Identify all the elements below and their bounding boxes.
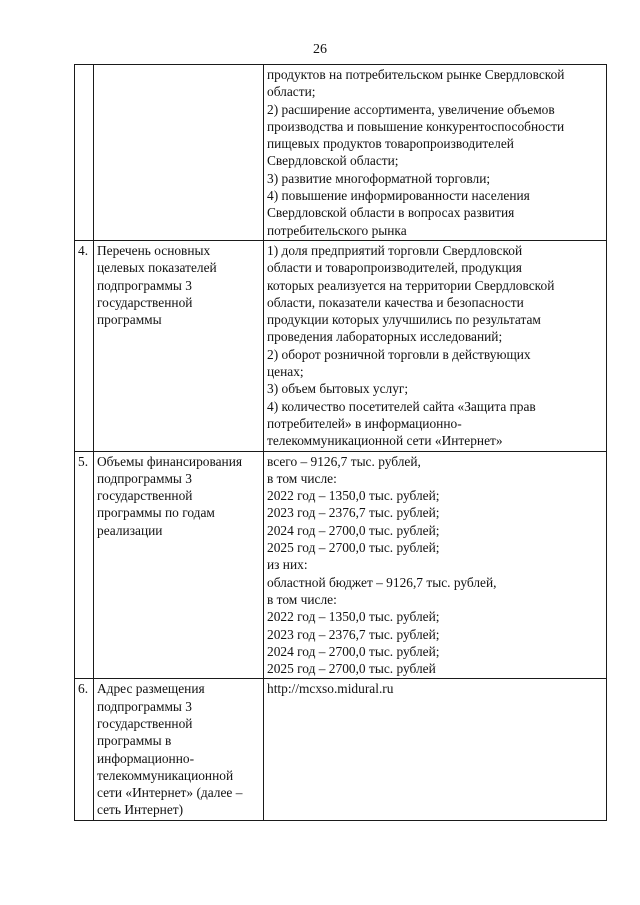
parameter-value-line: Свердловской области в вопросах развития: [267, 205, 515, 221]
parameter-value-line: 2024 год – 2700,0 тыс. рублей;: [267, 643, 440, 659]
page-number: 26: [313, 42, 327, 57]
parameter-value-cell: [264, 679, 607, 820]
parameter-name-line: государственной: [97, 488, 193, 504]
row-number-cell: [75, 451, 94, 679]
table-row: [75, 240, 607, 451]
subprogram-passport-table: [74, 64, 607, 821]
parameter-name-line: телекоммуникационной: [97, 767, 234, 783]
parameter-value-line: областной бюджет – 9126,7 тыс. рублей,: [267, 574, 497, 590]
parameter-value-line: телекоммуникационной сети «Интернет»: [267, 433, 503, 449]
parameter-value-line: в том числе:: [267, 470, 337, 486]
parameter-name-line: программы по годам: [97, 505, 215, 521]
parameter-value-line: области и товаропроизводителей, продукция: [267, 260, 522, 276]
parameter-value-line: 3) объем бытовых услуг;: [267, 381, 409, 397]
parameter-name-line: программы в: [97, 733, 172, 749]
parameter-value-line: 2023 год – 2376,7 тыс. рублей;: [267, 626, 440, 642]
parameter-value-cell: [264, 451, 607, 679]
parameter-value-line: продуктов на потребительском рынке Свердловской: [267, 67, 565, 82]
parameter-value-line: производства и повышение конкурентоспособности: [267, 118, 565, 134]
parameter-name-line: подпрограммы 3: [97, 277, 192, 293]
parameter-value-line: в том числе:: [267, 591, 337, 607]
row-number: 6.: [78, 681, 89, 697]
parameter-name-line: целевых показателей: [97, 260, 217, 276]
parameter-name-line: реализации: [97, 522, 163, 538]
row-number-cell: [75, 65, 94, 241]
parameter-value-line: 2022 год – 1350,0 тыс. рублей;: [267, 609, 440, 625]
parameter-value-line: Свердловской области;: [267, 153, 399, 169]
parameter-value-line: 2025 год – 2700,0 тыс. рублей: [267, 661, 436, 677]
parameter-value-cell: [264, 240, 607, 451]
parameter-value-line: 4) количество посетителей сайта «Защита прав: [267, 398, 536, 414]
parameter-value-line: всего – 9126,7 тыс. рублей,: [267, 453, 421, 469]
parameter-name-line: сети «Интернет» (далее –: [97, 785, 243, 801]
parameter-value-line: которых реализуется на территории Свердловской: [267, 277, 555, 293]
parameter-value-line: http://mcxso.midural.ru: [267, 681, 394, 697]
parameter-value-line: пищевых продуктов товаропроизводителей: [267, 136, 514, 152]
parameter-value-line: 1) доля предприятий торговли Свердловской: [267, 242, 523, 258]
parameter-value-line: 4) повышение информированности населения: [267, 188, 530, 204]
parameter-value-cell: [264, 65, 607, 241]
row-number: 5.: [78, 453, 89, 469]
parameter-name-cell: [94, 240, 264, 451]
table-row: [75, 65, 607, 241]
parameter-value-line: 2) расширение ассортимента, увеличение объемов: [267, 101, 555, 117]
parameter-value-line: из них:: [267, 557, 308, 573]
parameter-name-line: сеть Интернет): [97, 802, 184, 818]
parameter-name-line: подпрограммы 3: [97, 470, 192, 486]
parameter-name-cell: [94, 679, 264, 820]
parameter-name-line: программы: [97, 312, 162, 328]
parameter-value-line: потребительского рынка: [267, 222, 407, 238]
parameter-name-cell: [94, 65, 264, 241]
parameter-value-line: продукции которых улучшились по результатам: [267, 312, 541, 328]
parameter-value-line: 2023 год – 2376,7 тыс. рублей;: [267, 505, 440, 521]
parameter-value-line: проведения лабораторных исследований;: [267, 329, 503, 345]
parameter-value-line: 2) оборот розничной торговли в действующих: [267, 346, 531, 362]
table-row: [75, 451, 607, 679]
parameter-value-line: потребителей» в информационно-: [267, 415, 462, 431]
row-number-cell: [75, 240, 94, 451]
parameter-value-line: 3) развитие многоформатной торговли;: [267, 170, 491, 186]
parameter-value-line: 2022 год – 1350,0 тыс. рублей;: [267, 488, 440, 504]
parameter-name-line: государственной: [97, 715, 193, 731]
parameter-name-line: Перечень основных: [97, 242, 211, 258]
parameter-name-line: подпрограммы 3: [97, 698, 192, 714]
table-row: [75, 679, 607, 820]
parameter-name-line: Объемы финансирования: [97, 453, 243, 469]
parameter-value-line: области, показатели качества и безопасности: [267, 294, 524, 310]
parameter-name-line: информационно-: [97, 750, 195, 766]
parameter-name-line: Адрес размещения: [97, 681, 205, 697]
parameter-value-line: 2025 год – 2700,0 тыс. рублей;: [267, 540, 440, 556]
parameter-value-line: ценах;: [267, 364, 304, 380]
parameter-value-line: 2024 год – 2700,0 тыс. рублей;: [267, 522, 440, 538]
row-number-cell: [75, 679, 94, 820]
table-body: [75, 65, 607, 821]
row-number: 4.: [78, 242, 89, 258]
parameter-value-line: области;: [267, 84, 316, 100]
parameter-name-cell: [94, 451, 264, 679]
parameter-name-line: государственной: [97, 294, 193, 310]
